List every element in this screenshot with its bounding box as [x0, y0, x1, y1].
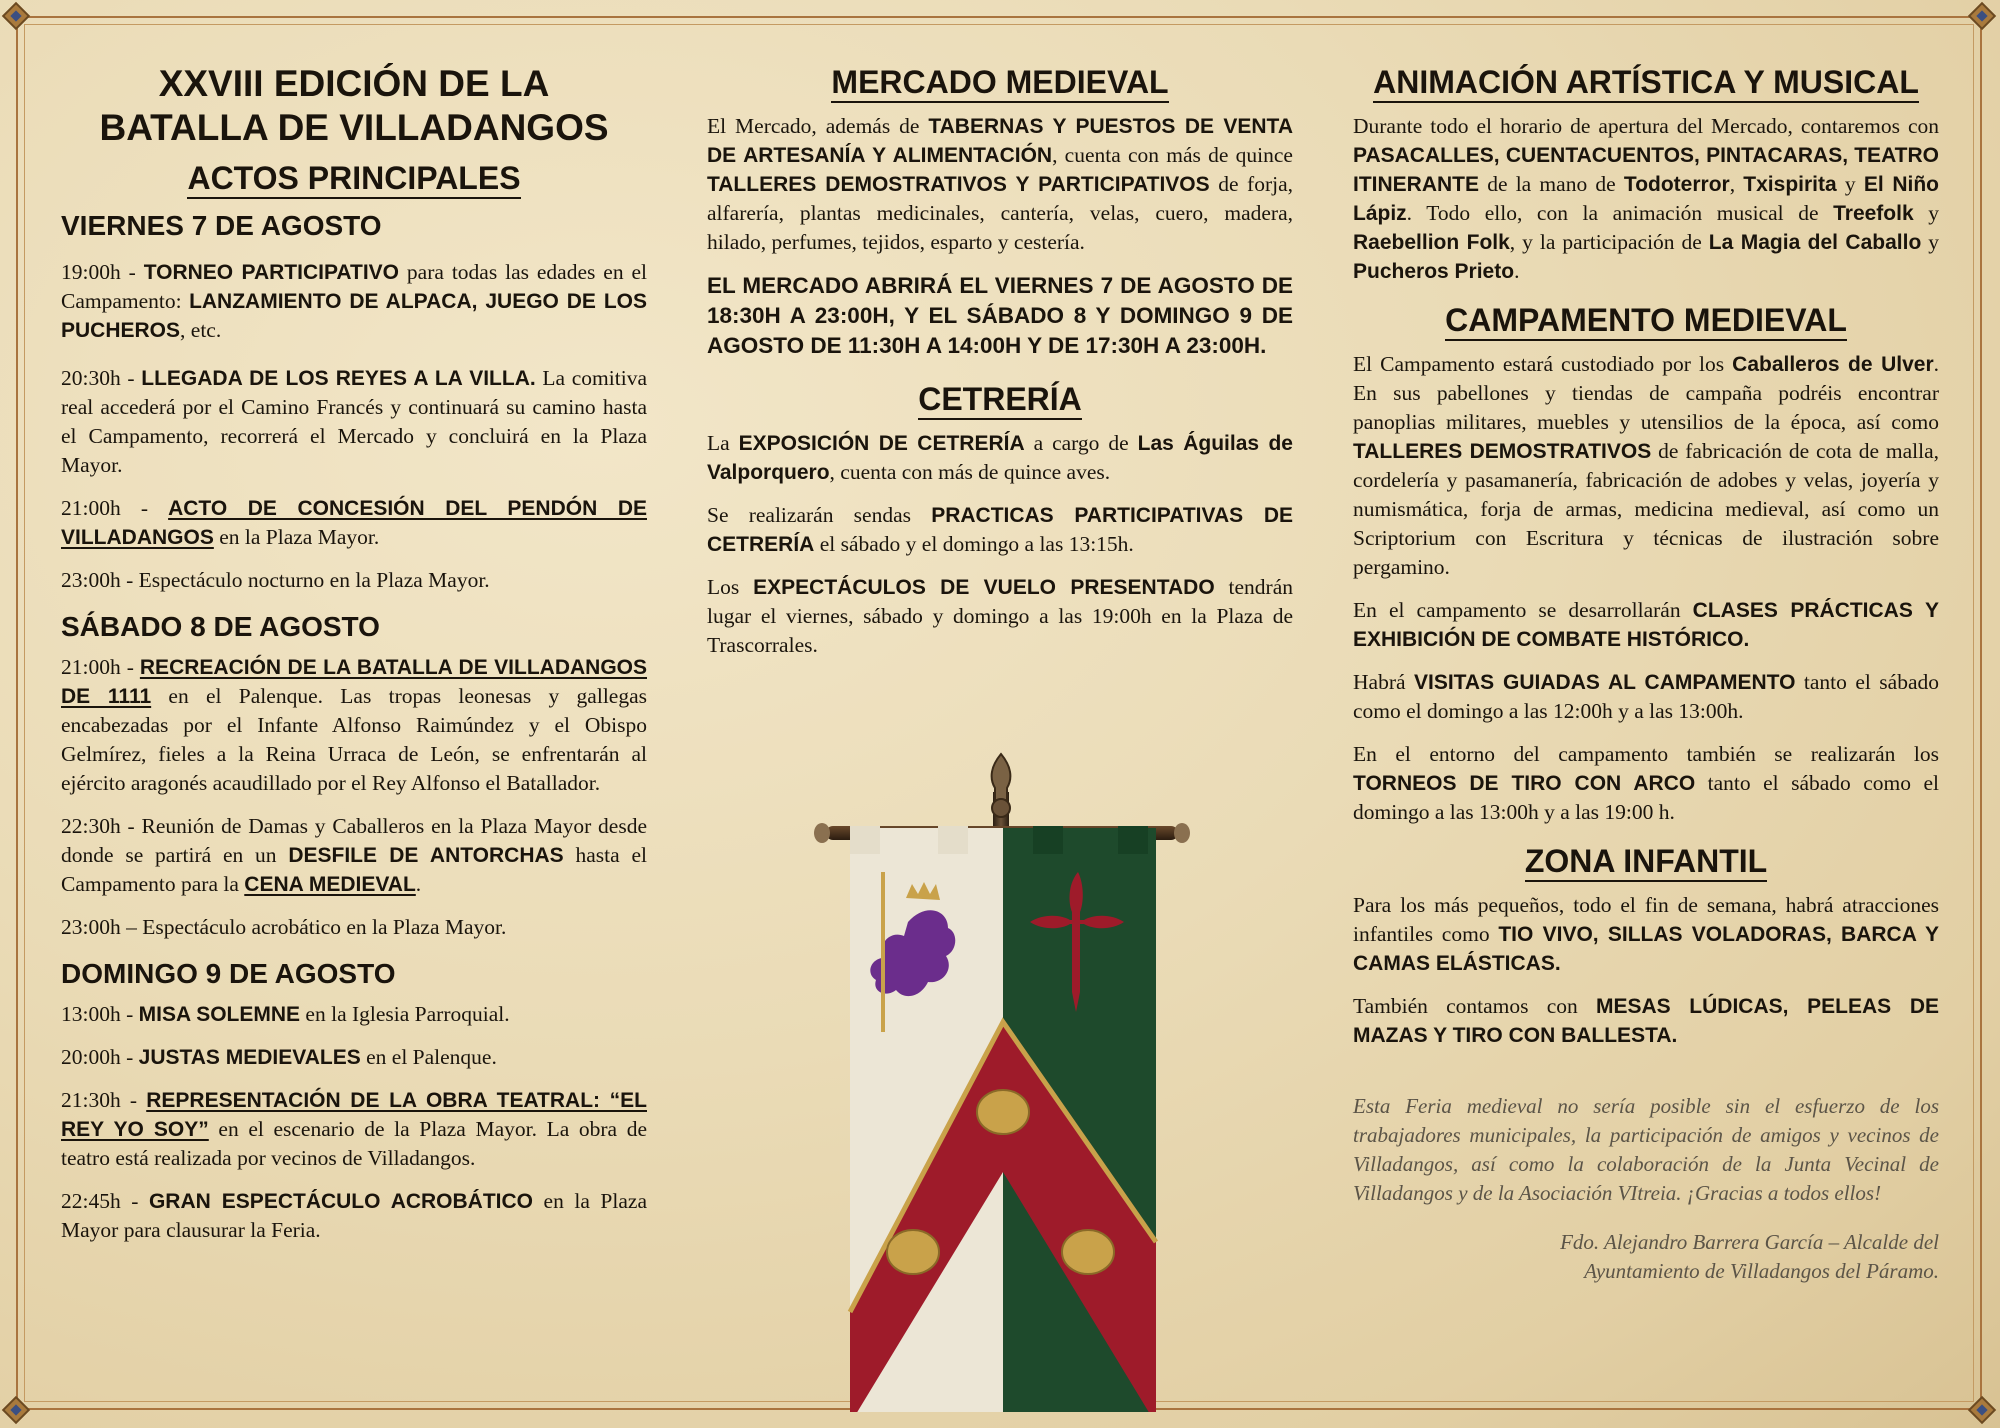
section-heading-market: MERCADO MEDIEVAL: [707, 62, 1293, 102]
falconry-item: La EXPOSICIÓN DE CETRERÍA a cargo de Las Águilas de Valporquero, cuenta con más de quince aves.: [707, 431, 1293, 484]
day-heading-saturday: SÁBADO 8 DE AGOSTO: [61, 611, 380, 642]
event-item: 21:30h - REPRESENTACIÓN DE LA OBRA TEATRAL: “EL REY YO SOY” en el escenario de la Plaza Mayor. La obra de teatro está realizada por vecinos de Villadangos.: [61, 1088, 648, 1170]
event-item: 22:30h - Reunión de Damas y Caballeros en la Plaza Mayor desde donde se partirá en un DESFILE DE ANTORCHAS hasta el Campamento para la CENA MEDIEVAL.: [61, 814, 647, 896]
section-heading-falconry: CETRERÍA: [707, 379, 1293, 419]
event-item: 23:00h – Espectáculo acrobático en la Plaza Mayor.: [61, 915, 507, 939]
title-line-2: BATALLA DE VILLADANGOS: [99, 107, 609, 148]
section-heading-kids: ZONA INFANTIL: [1353, 841, 1939, 881]
thanks-note: Esta Feria medieval no sería posible sin el esfuerzo de los trabajadores municipales, la participación de amigos y vecinos de Villadangos, así como la colaboración de la Junta Vecinal de Villadangos y de la Asociación VItreia. ¡Gracias a todos ellos!: [1353, 1094, 1939, 1205]
section-heading-animation: ANIMACIÓN ARTÍSTICA Y MUSICAL: [1353, 62, 1939, 102]
kids-item: También contamos con MESAS LÚDICAS, PELEAS DE MAZAS Y TIRO CON BALLESTA.: [1353, 994, 1939, 1047]
title-line-1: XXVIII EDICIÓN DE LA: [158, 63, 550, 104]
medieval-pennant-icon: [808, 752, 1198, 1412]
column-activities: [1353, 58, 1939, 1286]
event-item: 23:00h - Espectáculo nocturno en la Plaza Mayor.: [61, 568, 490, 592]
column-market: [707, 58, 1293, 674]
market-description: El Mercado, además de TABERNAS Y PUESTOS DE VENTA DE ARTESANÍA Y ALIMENTACIÓN, cuenta con más de quince TALLERES DEMOSTRATIVOS Y PARTICIPATIVOS de forja, alfarería, plantas medicinales, cantería, velas, cuero, madera, hilado, perfumes, tejidos, esparto y cestería.: [707, 114, 1293, 254]
day-heading-friday: VIERNES 7 DE AGOSTO: [61, 210, 382, 241]
camp-item: Habrá VISITAS GUIADAS AL CAMPAMENTO tanto el sábado como el domingo a las 12:00h y a las 13:00h.: [1353, 670, 1939, 723]
animation-description: Durante todo el horario de apertura del Mercado, contaremos con PASACALLES, CUENTACUENTOS, PINTACARAS, TEATRO ITINERANTE de la mano de Todoterror, Txispirita y El Niño Lápiz. Todo ello, con la animación musical de Treefolk y Raebellion Folk, y la participación de La Magia del Caballo y Pucheros Prieto.: [1353, 114, 1940, 283]
event-item: 20:30h - LLEGADA DE LOS REYES A LA VILLA. La comitiva real accederá por el Camino Francés y continuará su camino hasta el Campamento, recorrerá el Mercado y concluirá en la Plaza Mayor.: [61, 366, 647, 477]
event-item: 13:00h - MISA SOLEMNE en la Iglesia Parroquial.: [61, 1002, 510, 1026]
camp-item: En el campamento se desarrollarán CLASES PRÁCTICAS Y EXHIBICIÓN DE COMBATE HISTÓRICO.: [1353, 598, 1939, 651]
camp-item: En el entorno del campamento también se realizarán los TORNEOS DE TIRO CON ARCO tanto el sábado como el domingo a las 13:00h y a las 19:00 h.: [1353, 742, 1939, 824]
falconry-item: Se realizarán sendas PRACTICAS PARTICIPATIVAS DE CETRERÍA el sábado y el domingo a las 13:15h.: [707, 503, 1293, 556]
event-item: 22:45h - GRAN ESPECTÁCULO ACROBÁTICO en la Plaza Mayor para clausurar la Feria.: [61, 1189, 647, 1242]
event-item: 21:00h - RECREACIÓN DE LA BATALLA DE VILLADANGOS DE 1111 en el Palenque. Las tropas leonesas y gallegas encabezadas por el Infante Alfonso Raimúndez y el Obispo Gelmírez, fieles a la Reina Urraca de León, se enfrentarán al ejército aragonés acaudillado por el Rey Alfonso el Batallador.: [61, 655, 647, 795]
event-item: 20:00h - JUSTAS MEDIEVALES en el Palenque.: [61, 1045, 497, 1069]
event-item: 19:00h - TORNEO PARTICIPATIVO para todas las edades en el Campamento: LANZAMIENTO DE ALPACA, JUEGO DE LOS PUCHEROS, etc.: [61, 260, 647, 342]
section-heading-camp: CAMPAMENTO MEDIEVAL: [1353, 300, 1939, 340]
kids-item: Para los más pequeños, todo el fin de semana, habrá atracciones infantiles como TIO VIVO, SILLAS VOLADORAS, BARCA Y CAMAS ELÁSTICAS.: [1353, 893, 1939, 975]
section-heading-main-events: ACTOS PRINCIPALES: [61, 158, 647, 198]
event-item: 21:00h - ACTO DE CONCESIÓN DEL PENDÓN DE VILLADANGOS en la Plaza Mayor.: [61, 496, 647, 549]
camp-item: El Campamento estará custodiado por los Caballeros de Ulver. En sus pabellones y tiendas de campaña podréis encontrar panoplias militares, muebles y utensilios de la época, así como TALLERES DEMOSTRATIVOS de fabricación de cota de malla, cordelería y pasamanería, fabricación de adobes y velas, joyería y numismática, forja de armas, medicina medieval, así como un Scriptorium con Escritura y técnicas de ilustración sobre pergamino.: [1353, 352, 1939, 579]
market-hours: EL MERCADO ABRIRÁ EL VIERNES 7 DE AGOSTO DE 18:30H A 23:00H, Y EL SÁBADO 8 Y DOMINGO 9 DE AGOSTO DE 11:30H A 14:00H Y DE 17:30H A 23:00H.: [707, 273, 1293, 358]
falconry-item: Los EXPECTÁCULOS DE VUELO PRESENTADO tendrán lugar el viernes, sábado y domingo a las 19:00h en la Plaza de Trascorrales.: [707, 575, 1294, 657]
day-heading-sunday: DOMINGO 9 DE AGOSTO: [61, 958, 396, 989]
page-title: [61, 62, 647, 150]
column-main-events: [61, 58, 647, 1259]
signature: Fdo. Alejandro Barrera García – Alcalde del Ayuntamiento de Villadangos del Páramo.: [1560, 1230, 1939, 1283]
